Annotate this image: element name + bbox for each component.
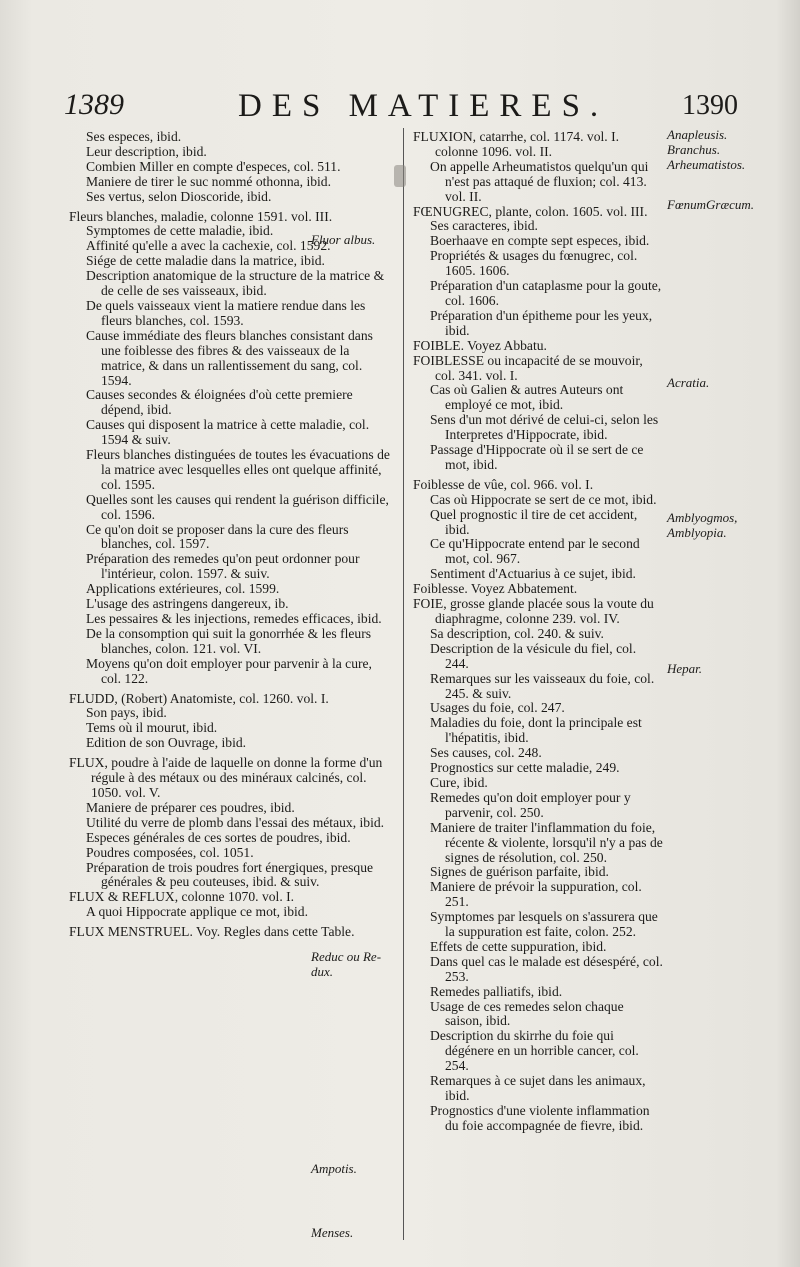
index-subentry: De la consomption qui suit la gonorrhée & les fleurs blanches, colon. 121. vol. VI. — [86, 625, 372, 656]
margin-note: dux. — [311, 964, 334, 979]
index-subentry: Remedes qu'on doit employer pour y parvenir, col. 250. — [430, 789, 631, 820]
index-headword-entry: Fleurs blanches, maladie, colonne 1591. vol. III. — [69, 208, 333, 224]
index-subentry: Ses caracteres, ibid. — [430, 218, 538, 234]
margin-note: Amblyopia. — [667, 525, 727, 540]
index-subentry: Fleurs blanches distinguées de toutes les évacuations de la matrice avec lesquelles elles ont quelque affinité, col. 1595. — [86, 447, 390, 492]
left-index-column — [69, 130, 392, 940]
index-subentry: Prognostics sur cette maladie, 249. — [430, 760, 620, 776]
index-subentry: Maladies du foie, dont la principale est l'hépatitis, ibid. — [430, 715, 642, 746]
margin-note: FœnumGræcum. — [667, 197, 755, 212]
index-headword-entry: FOIBLESSE ou incapacité de se mouvoir, col. 341. vol. I. — [413, 352, 643, 383]
index-headword-entry: FLUX, poudre à l'aide de laquelle on donne la forme d'un régule à des métaux ou des minéraux calcinés, col. 1050. vol. V. — [69, 755, 383, 800]
index-subentry: A quoi Hippocrate applique ce mot, ibid. — [86, 904, 308, 920]
index-subentry: Maniere de tirer le suc nommé othonna, ibid. — [86, 173, 331, 189]
index-subentry: Les pessaires & les injections, remedes efficaces, ibid. — [86, 611, 382, 626]
index-subentry: Siége de cette maladie dans la matrice, ibid. — [86, 253, 325, 269]
index-subentry: Affinité qu'elle a avec la cachexie, col. 1592. — [86, 238, 331, 254]
index-headword-entry: Foiblesse. Voyez Abbatement. — [413, 581, 578, 597]
index-subentry: Edition de son Ouvrage, ibid. — [86, 735, 247, 751]
index-subentry: Description du skirrhe du foie qui dégénere en un horrible cancer, col. 254. — [430, 1028, 639, 1074]
index-subentry: Sens d'un mot dérivé de celui-ci, selon les Interpretes d'Hippocrate, ibid. — [430, 412, 659, 443]
index-subentry: Sa description, col. 240. & suiv. — [430, 625, 604, 641]
page-header — [0, 88, 800, 132]
index-subentry: Remarques à ce sujet dans les animaux, ibid. — [430, 1073, 646, 1103]
index-subentry: Description de la vésicule du fiel, col. 244. — [430, 640, 637, 671]
index-subentry: On appelle Arheumatistos quelqu'un qui n'est pas attaqué de fluxion; col. 413. vol. II. — [430, 158, 649, 204]
index-subentry: Usage de ces remedes selon chaque saison, ibid. — [430, 998, 624, 1029]
index-headword-entry: FLUDD, (Robert) Anatomiste, col. 1260. vol. I. — [69, 690, 329, 706]
index-subentry: Préparation de trois poudres fort énergiques, presque générales & peu couteuses, ibid. & suiv. — [86, 859, 374, 890]
index-subentry: Son pays, ibid. — [86, 705, 167, 721]
ink-blot — [394, 165, 406, 187]
index-headword-entry: FOIBLE. Voyez Abbatu. — [413, 337, 547, 353]
index-subentry: Applications extérieures, col. 1599. — [86, 581, 280, 597]
index-subentry: Boerhaave en compte sept especes, ibid. — [430, 233, 650, 249]
margin-note: Branchus. — [667, 142, 721, 157]
index-headword-entry: FOIE, grosse glande placée sous la voute du diaphragme, colonne 239. vol. IV. — [413, 596, 654, 626]
index-subentry: Prognostics d'une violente inflammation du foie accompagnée de fievre, ibid. — [430, 1102, 650, 1133]
index-subentry: De quels vaisseaux vient la matiere rendue dans les fleurs blanches, col. 1593. — [86, 297, 366, 328]
index-subentry: Combien Miller en compte d'especes, col. 511. — [86, 158, 341, 174]
margin-note: Ampotis. — [311, 1161, 357, 1176]
margin-note: Menses. — [311, 1225, 354, 1240]
index-subentry: Dans quel cas le malade est désespéré, col. 253. — [430, 953, 663, 984]
index-subentry: Sentiment d'Actuarius à ce sujet, ibid. — [430, 566, 636, 582]
index-headword-entry: FLUX & REFLUX, colonne 1070. vol. I. — [69, 889, 295, 905]
index-subentry: Tems où il mourut, ibid. — [86, 720, 218, 736]
index-subentry: Préparation d'un cataplasme pour la goute, col. 1606. — [430, 278, 662, 308]
margin-note: Anapleusis. — [667, 127, 728, 142]
right-index-column — [413, 130, 663, 1134]
index-subentry: Effets de cette suppuration, ibid. — [430, 938, 607, 954]
index-headword-entry: FLUX MENSTRUEL. Voy. Regles dans cette Table. — [69, 924, 355, 940]
index-subentry: Causes secondes & éloignées d'où cette premiere dépend, ibid. — [86, 387, 353, 418]
index-headword-entry: FŒNUGREC, plante, colon. 1605. vol. III. — [413, 203, 648, 219]
index-subentry: Leur description, ibid. — [86, 143, 207, 159]
index-subentry: Causes qui disposent la matrice à cette maladie, col. 1594 & suiv. — [86, 417, 370, 448]
column-divider — [403, 128, 404, 1240]
right-page-number: 1390 — [682, 90, 738, 121]
index-subentry: L'usage des astringens dangereux, ib. — [86, 596, 289, 612]
left-page-number: 1389 — [64, 88, 124, 121]
index-subentry: Ce qu'on doit se proposer dans la cure des fleurs blanches, col. 1597. — [86, 521, 349, 552]
index-subentry: Préparation d'un épitheme pour les yeux, ibid. — [430, 307, 653, 338]
index-subentry: Symptomes de cette maladie, ibid. — [86, 223, 274, 239]
index-subentry: Remarques sur les vaisseaux du foie, col. 245. & suiv. — [430, 670, 655, 701]
index-subentry: Utilité du verre de plomb dans l'essai des métaux, ibid. — [86, 814, 385, 830]
index-subentry: Moyens qu'on doit employer pour parvenir à la cure, col. 122. — [86, 655, 372, 686]
index-subentry: Cas où Galien & autres Auteurs ont employé ce mot, ibid. — [430, 382, 624, 413]
index-subentry: Maniere de traiter l'inflammation du foie, récente & violente, lorsqu'il n'y a pas de signes de résolution, col. 250. — [430, 819, 663, 865]
index-subentry: Ses especes, ibid. — [86, 129, 182, 144]
index-headword-entry: FLUXION, catarrhe, col. 1174. vol. I. colonne 1096. vol. II. — [413, 129, 619, 159]
index-subentry: Ce qu'Hippocrate entend par le second mot, col. 967. — [430, 536, 640, 567]
index-subentry: Ses vertus, selon Dioscoride, ibid. — [86, 188, 272, 204]
index-subentry: Propriétés & usages du fœnugrec, col. 1605. 1606. — [430, 248, 638, 279]
index-subentry: Quel prognostic il tire de cet accident, ibid. — [430, 506, 638, 537]
index-subentry: Cas où Hippocrate se sert de ce mot, ibid. — [430, 491, 657, 507]
index-subentry: Préparation des remedes qu'on peut ordonner pour l'intérieur, colon. 1597. & suiv. — [86, 551, 360, 582]
margin-note: Amblyogmos, — [667, 510, 738, 525]
index-subentry: Remedes palliatifs, ibid. — [430, 983, 563, 999]
index-subentry: Quelles sont les causes qui rendent la guérison difficile, col. 1596. — [86, 491, 389, 522]
index-subentry: Usages du foie, col. 247. — [430, 700, 565, 716]
index-subentry: Poudres composées, col. 1051. — [86, 844, 254, 860]
index-subentry: Maniere de préparer ces poudres, ibid. — [86, 799, 295, 815]
index-subentry: Ses causes, col. 248. — [430, 745, 542, 761]
margin-note: Reduc ou Re- — [311, 949, 382, 964]
index-headword-entry: Foiblesse de vûe, col. 966. vol. I. — [413, 476, 594, 492]
margin-note: Fluor albus. — [311, 232, 376, 247]
index-subentry: Especes générales de ces sortes de poudres, ibid. — [86, 829, 351, 845]
index-subentry: Maniere de prévoir la suppuration, col. 251. — [430, 879, 642, 910]
index-subentry: Signes de guérison parfaite, ibid. — [430, 864, 609, 880]
index-subentry: Symptomes par lesquels on s'assurera que la suppuration est faite, colon. 252. — [430, 909, 658, 940]
index-subentry: Cause immédiate des fleurs blanches consistant dans une foiblesse des fibres & des vaisseaux de la matrice, & dans un rallentissement du sang, col. 1594. — [86, 327, 373, 388]
index-subentry: Cure, ibid. — [430, 774, 488, 790]
margin-note: Arheumatistos. — [667, 157, 746, 172]
index-subentry: Passage d'Hippocrate où il se sert de ce mot, ibid. — [430, 442, 644, 472]
margin-note: Acratia. — [667, 375, 710, 390]
index-subentry: Description anatomique de la structure de la matrice & de celle de ses vaisseaux, ibid. — [86, 268, 385, 299]
running-title: DES MATIERES. — [238, 88, 609, 124]
margin-note: Hepar. — [667, 661, 703, 676]
